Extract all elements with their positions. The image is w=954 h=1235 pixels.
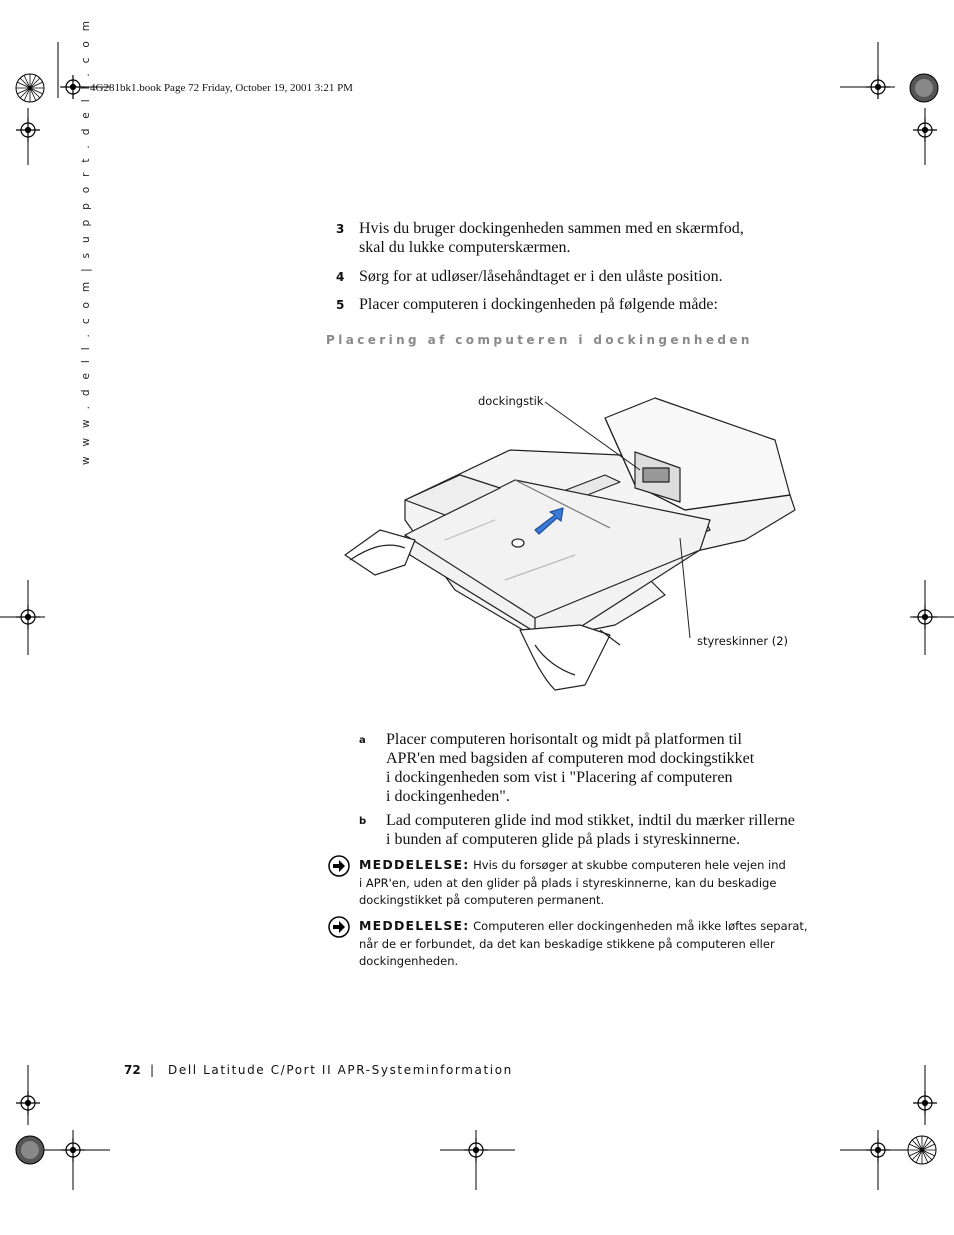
notice-text: Computeren eller dockingenheden må ikke løftes separat,: [473, 919, 808, 933]
page-number: 72: [124, 1063, 141, 1077]
substep-line: Placer computeren horisontalt og midt på platformen til: [386, 731, 742, 748]
substep-line: i dockingenheden".: [386, 788, 510, 805]
substep-letter: a: [359, 735, 366, 746]
step-number: 3: [336, 222, 345, 236]
footer-separator: |: [150, 1063, 155, 1077]
notice-text: Hvis du forsøger at skubbe computeren hele vejen ind: [473, 858, 786, 872]
step-number: 4: [336, 270, 345, 284]
substep-text: [386, 811, 795, 849]
file-info-header: 4G281bk1.book Page 72 Friday, October 19, 2001 3:21 PM: [90, 82, 353, 94]
step-text: Placer computeren i dockingenheden på følgende måde:: [359, 296, 718, 313]
notice-icon: [328, 916, 350, 938]
notice-block: [359, 917, 809, 971]
notice-line: [359, 856, 809, 875]
callout-dockingstik: dockingstik: [478, 394, 544, 408]
notice-line: når de er forbundet, da det kan beskadige stikkene på computeren eller: [359, 936, 775, 951]
substep-line: Lad computeren glide ind mod stikket, indtil du mærker rillerne: [386, 812, 795, 829]
sidebar-url: w w w . d e l l . c o m | s u p p o r t . d e l l . c o m: [80, 17, 92, 465]
substep-letter: b: [359, 816, 367, 827]
step-text: [359, 219, 744, 257]
notice-line: [359, 917, 809, 936]
notice-label: MEDDELELSE:: [359, 918, 470, 933]
step-number: 5: [336, 298, 345, 312]
notice-label: MEDDELELSE:: [359, 857, 470, 872]
notice-line: i APR'en, uden at den glider på plads i styreskinnerne, kan du beskadige: [359, 875, 777, 890]
callout-styreskinner: styreskinner (2): [697, 634, 789, 648]
step-text: Sørg for at udløser/låsehåndtaget er i den ulåste position.: [359, 268, 723, 285]
substep-text: [386, 730, 754, 806]
step-line: Hvis du bruger dockingenheden sammen med en skærmfod,: [359, 220, 744, 237]
notice-line: dockingenheden.: [359, 954, 459, 968]
substep-line: APR'en med bagsiden af computeren mod dockingstikket: [386, 750, 755, 767]
figure-title: Placering af computeren i dockingenheden: [326, 333, 753, 347]
substep-line: i dockingenheden som vist i "Placering af computeren: [386, 769, 733, 786]
docking-illustration: [335, 390, 805, 705]
notice-line: dockingstikket på computeren permanent.: [359, 893, 605, 907]
notice-icon: [328, 855, 350, 877]
footer-title: Dell Latitude C/Port II APR-Systeminformation: [168, 1063, 513, 1077]
notice-block: [359, 856, 809, 910]
substep-line: i bunden af computeren glide på plads i styreskinnerne.: [386, 831, 741, 848]
step-line: skal du lukke computerskærmen.: [359, 239, 571, 256]
